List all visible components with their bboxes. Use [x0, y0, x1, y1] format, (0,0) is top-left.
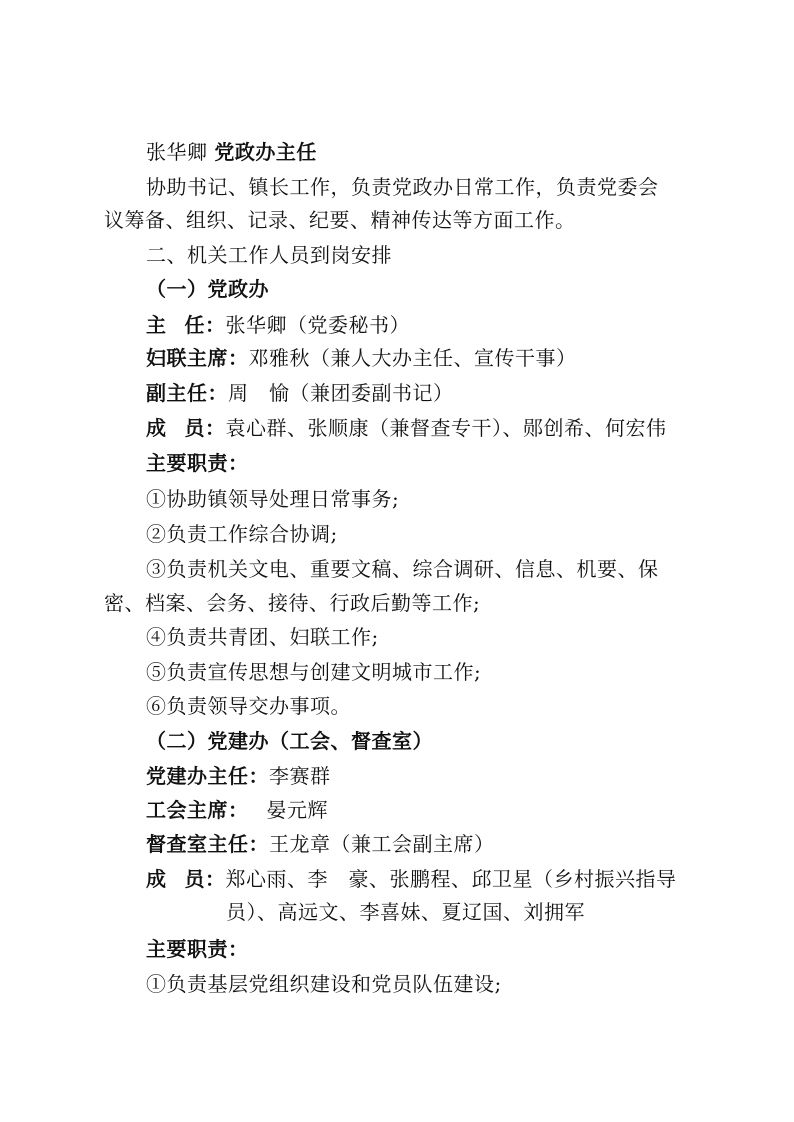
dept1-deputy-value: 周 愉（兼团委副书记）: [228, 381, 454, 405]
dept1-members-line: [146, 415, 667, 441]
dept2-director-line: [146, 763, 331, 789]
staff-name: 张华卿: [146, 140, 208, 164]
dept2-duties-label: 主要职责：: [146, 937, 249, 961]
dept1-duty-item: ⑥负责领导交办事项。: [146, 694, 351, 718]
staff-position: 党政办主任: [214, 140, 317, 164]
dept1-members-value: 袁心群、张顺康（兼督查专干）、郧创希、何宏伟: [225, 416, 667, 440]
dept1-duty-item: ⑤负责宣传思想与创建文明城市工作;: [146, 660, 482, 684]
dept1-women-label: 妇联主席：: [146, 346, 249, 370]
section-heading: 二、机关工作人员到岗安排: [146, 243, 392, 267]
dept1-director-line: [146, 312, 410, 338]
dept1-duty-item-cont: 密、档案、会务、接待、行政后勤等工作;: [104, 591, 481, 615]
dept2-members-line: [146, 866, 677, 892]
dept1-women-value: 邓雅秋（兼人大办主任、宣传干事）: [248, 346, 577, 370]
dept1-duty-item: ②负责工作综合协调;: [146, 522, 338, 546]
dept-heading-1: （一）党政办: [146, 277, 269, 301]
dept1-deputy-label: 副主任：: [146, 381, 228, 405]
dept2-inspect-value: 王龙章（兼工会副主席）: [269, 832, 495, 856]
staff-title-line: [146, 139, 317, 165]
dept1-members-label-b: 员：: [184, 416, 226, 440]
dept1-duty-item: ③负责机关文电、重要文稿、综合调研、信息、机要、保: [146, 557, 659, 581]
staff-desc-line-1: 协助书记、镇长工作，负责党政办日常工作，负责党委会: [146, 175, 659, 199]
dept1-women-line: [146, 345, 577, 371]
dept1-duties-label: 主要职责：: [146, 451, 249, 475]
dept2-members-label-b: 员：: [184, 867, 226, 891]
staff-desc-line-2: 议筹备、组织、记录、纪要、精神传达等方面工作。: [104, 208, 576, 232]
dept-heading-2: （二）党建办（工会、督查室）: [146, 729, 433, 753]
dept2-inspect-line: [146, 831, 495, 857]
dept2-union-value: 晏元辉: [266, 798, 328, 822]
dept1-director-label-a: 主: [146, 313, 167, 337]
dept2-union-line: [146, 797, 328, 823]
dept1-director-label-b: 任：: [184, 313, 226, 337]
dept1-deputy-line: [146, 380, 454, 406]
dept1-director-value: 张华卿（党委秘书）: [225, 313, 410, 337]
dept1-duty-item: ④负责共青团、妇联工作;: [146, 625, 379, 649]
dept2-director-label: 党建办主任：: [146, 764, 269, 788]
dept2-members-value-2: 员）、高远文、李喜妹、夏辽国、刘拥军: [226, 900, 585, 924]
dept2-duty-item: ①负责基层党组织建设和党员队伍建设;: [146, 972, 502, 996]
dept2-members-value-1: 郑心雨、李 豪、张鹏程、邱卫星（乡村振兴指导: [225, 867, 677, 891]
dept2-union-label: 工会主席：: [146, 798, 249, 822]
dept1-duty-item: ①协助镇领导处理日常事务;: [146, 487, 400, 511]
dept1-members-label-a: 成: [146, 416, 167, 440]
dept2-members-label-a: 成: [146, 867, 167, 891]
dept2-inspect-label: 督查室主任：: [146, 832, 269, 856]
dept2-director-value: 李赛群: [269, 764, 331, 788]
